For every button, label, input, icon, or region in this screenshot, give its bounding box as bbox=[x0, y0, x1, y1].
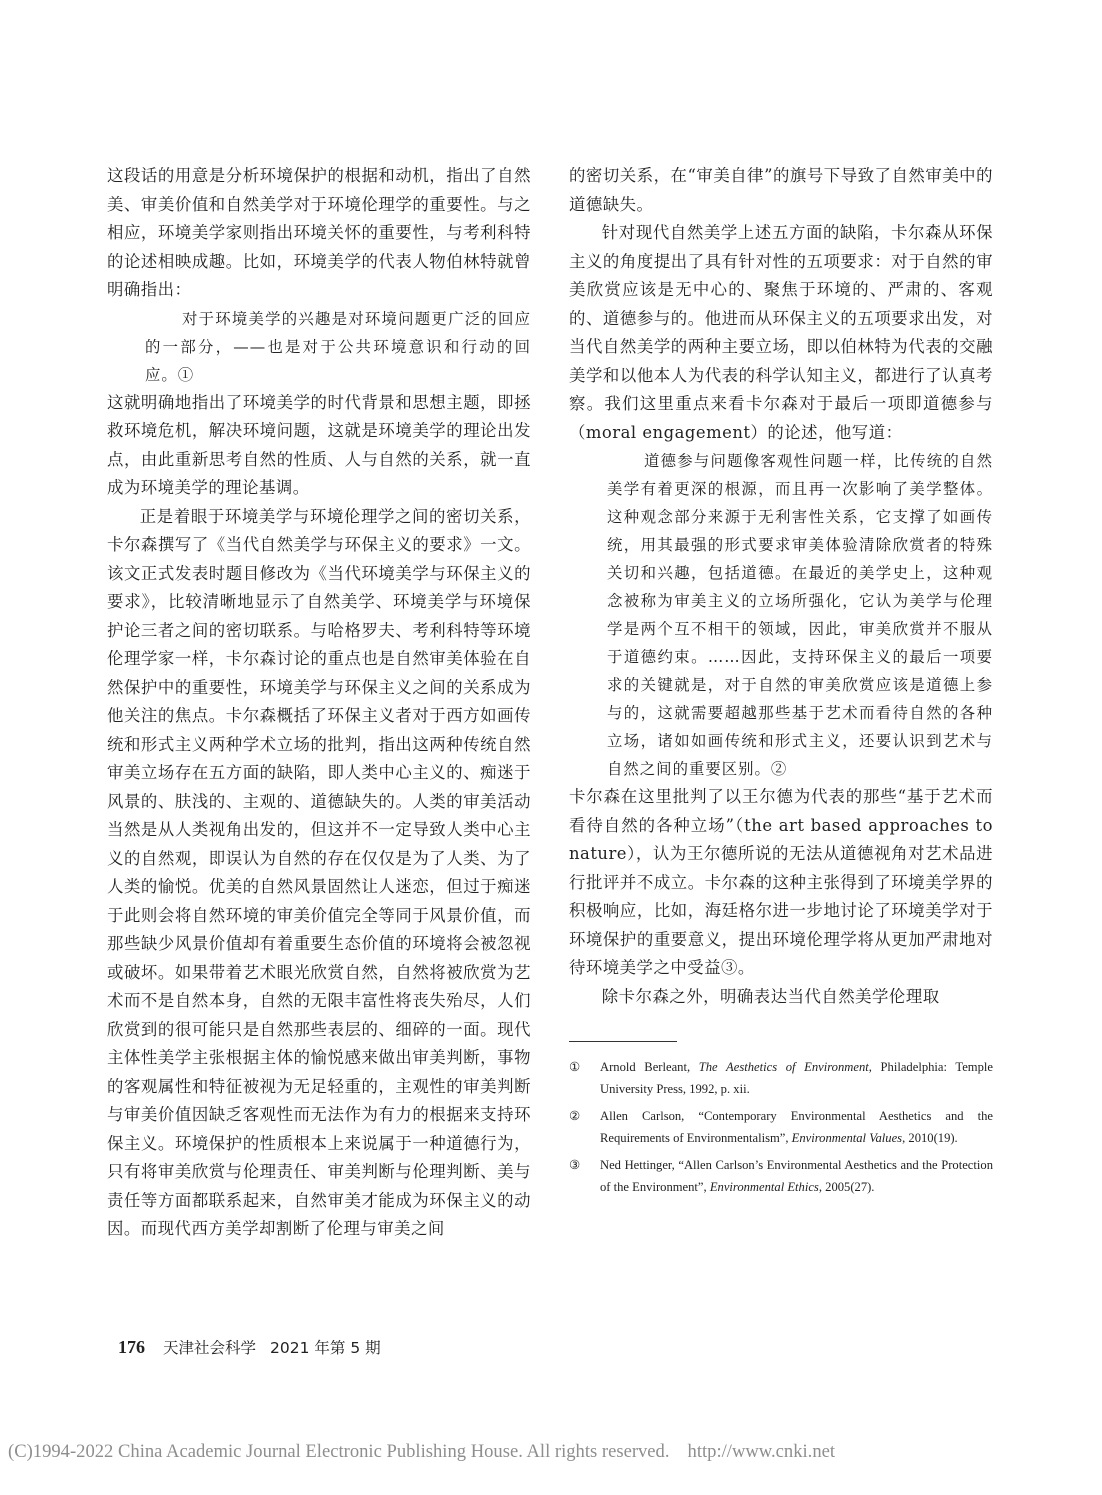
body-paragraph: 正是着眼于环境美学与环境伦理学之间的密切关系，卡尔森撰写了《当代自然美学与环保主义的要求》一文。该文正式发表时题目修改为《当代环境美学与环保主义的要求》，比较清晰地显示了自然美学、环境美学与环境保护论三者之间的密切联系。与哈格罗夫、考利科特等环境伦理学家一样，卡尔森讨论的重点也是自然审美体验在自然保护中的重要性，环境美学与环保主义之间的关系成为他关注的焦点。卡尔森概括了环保主义者对于西方如画传统和形式主义两种学术立场的批判，指出这两种传统自然审美立场存在五方面的缺陷，即人类中心主义的、痴迷于风景的、肤浅的、主观的、道德缺失的。人类的审美活动当然是从人类视角出发的，但这并不一定导致人类中心主义的自然观，即误认为自然的存在仅仅是为了人类、为了人类的愉悦。优美的自然风景固然让人迷恋，但过于痴迷于此则会将自然环境的审美价值完全等同于风景价值，而那些缺少风景价值却有着重要生态价值的环境将会被忽视或破坏。如果带着艺术眼光欣赏自然，自然将被欣赏为艺术而不是自然本身，自然的无限丰富性将丧失殆尽，人们欣赏到的很可能只是自然那些表层的、细碎的一面。现代主体性美学主张根据主体的愉悦感来做出审美判断，事物的客观属性和特征被视为无足轻重的，主观性的审美判断与审美价值因缺乏客观性而无法作为有力的根据来支持环保主义。环境保护的性质根本上来说属于一种道德行为，只有将审美欣赏与伦理责任、审美判断与伦理判断、美与责任等方面都联系起来，自然审美才能成为环保主义的动因。而现代西方美学却割断了伦理与审美之间 bbox=[107, 506, 531, 1238]
body-paragraph: 的密切关系，在“审美自律”的旗号下导致了自然审美中的道德缺失。 bbox=[569, 166, 993, 214]
footnote: ① Arnold Berleant, The Aesthetics of Environment, Philadelphia: Temple University Press, 1992, p. xii. bbox=[569, 1056, 993, 1100]
footnote-mark: ① bbox=[569, 1060, 581, 1074]
footnote: ② Allen Carlson, “Contemporary Environmental Aesthetics and the Requirements of Environmentalism”, Environmental Values, 2010(19). bbox=[569, 1105, 993, 1149]
left-column bbox=[107, 162, 531, 1244]
body-paragraph: 除卡尔森之外，明确表达当代自然美学伦理取 bbox=[601, 986, 940, 1006]
footnote-mark: ③ bbox=[569, 1158, 581, 1172]
page-footer bbox=[118, 1336, 381, 1358]
journal-name: 天津社会科学 bbox=[163, 1339, 257, 1357]
body-paragraph: 针对现代自然美学上述五方面的缺陷，卡尔森从环保主义的角度提出了具有针对性的五项要求：对于自然的审美欣赏应该是无中心的、聚焦于环境的、严肃的、客观的、道德参与的。他进而从环保主义的五项要求出发，对当代自然美学的两种主要立场，即以伯林特为代表的交融美学和以他本人为代表的科学认知主义，都进行了认真考察。我们这里重点来看卡尔森对于最后一项即道德参与（moral engagement）的论述，他写道： bbox=[569, 223, 993, 442]
block-quote: 对于环境美学的兴趣是对环境问题更广泛的回应的一部分，——也是对于公共环境意识和行动的回应。① bbox=[145, 309, 531, 384]
body-paragraph: 这就明确地指出了环境美学的时代背景和思想主题，即拯救环境危机，解决环境问题，这就是环境美学的理论出发点，由此重新思考自然的性质、人与自然的关系，就一直成为环境美学的理论基调。 bbox=[107, 392, 531, 497]
issue-label: 2021 年第 5 期 bbox=[270, 1339, 381, 1357]
copyright-text: (C)1994-2022 China Academic Journal Electronic Publishing House. All rights reserved. bbox=[8, 1441, 670, 1462]
footnotes bbox=[569, 1056, 993, 1198]
block-quote: 道德参与问题像客观性问题一样，比传统的自然美学有着更深的根源，而且再一次影响了美学整体。这种观念部分来源于无利害性关系，它支撑了如画传统，用其最强的形式要求审美体验清除欣赏者的特殊关切和兴趣，包括道德。在最近的美学史上，这种观念被称为审美主义的立场所强化，它认为美学与伦理学是两个互不相干的领域，因此，审美欣赏并不服从于道德约束。……因此，支持环保主义的最后一项要求的关键就是，对于自然的审美欣赏应该是道德上参与的，这就需要超越那些基于艺术而看待自然的各种立场，诸如如画传统和形式主义，还要认识到艺术与自然之间的重要区别。② bbox=[607, 452, 993, 778]
body-paragraph: 卡尔森在这里批判了以王尔德为代表的那些“基于艺术而看待自然的各种立场”（the art based approaches to nature），认为王尔德所说的无法从道德视角对艺术品进行批评并不成立。卡尔森的这种主张得到了环境美学界的积极响应，比如，海廷格尔进一步地讨论了环境美学对于环境保护的重要意义，提出环境伦理学将从更加严肃地对待环境美学之中受益③。 bbox=[569, 787, 993, 977]
footnote-title: Environmental Values bbox=[791, 1131, 903, 1145]
footnote: ③ Ned Hettinger, “Allen Carlson’s Environmental Aesthetics and the Protection of the Environment”, Environmental Ethics, 2005(27). bbox=[569, 1154, 993, 1198]
footnote-title: The Aesthetics of Environment bbox=[698, 1060, 869, 1074]
footnote-divider bbox=[569, 1041, 677, 1042]
right-column bbox=[569, 162, 993, 1203]
copyright-notice bbox=[8, 1441, 835, 1463]
footnote-title: Environmental Ethics bbox=[709, 1180, 819, 1194]
body-paragraph: 这段话的用意是分析环境保护的根据和动机，指出了自然美、审美价值和自然美学对于环境伦理学的重要性。与之相应，环境美学家则指出环境关怀的重要性，与考利科特的论述相映成趣。比如，环境美学的代表人物伯林特就曾明确指出： bbox=[107, 166, 531, 299]
page-number: 176 bbox=[118, 1337, 145, 1357]
footnote-mark: ② bbox=[569, 1109, 581, 1123]
copyright-url: http://www.cnki.net bbox=[687, 1441, 836, 1462]
